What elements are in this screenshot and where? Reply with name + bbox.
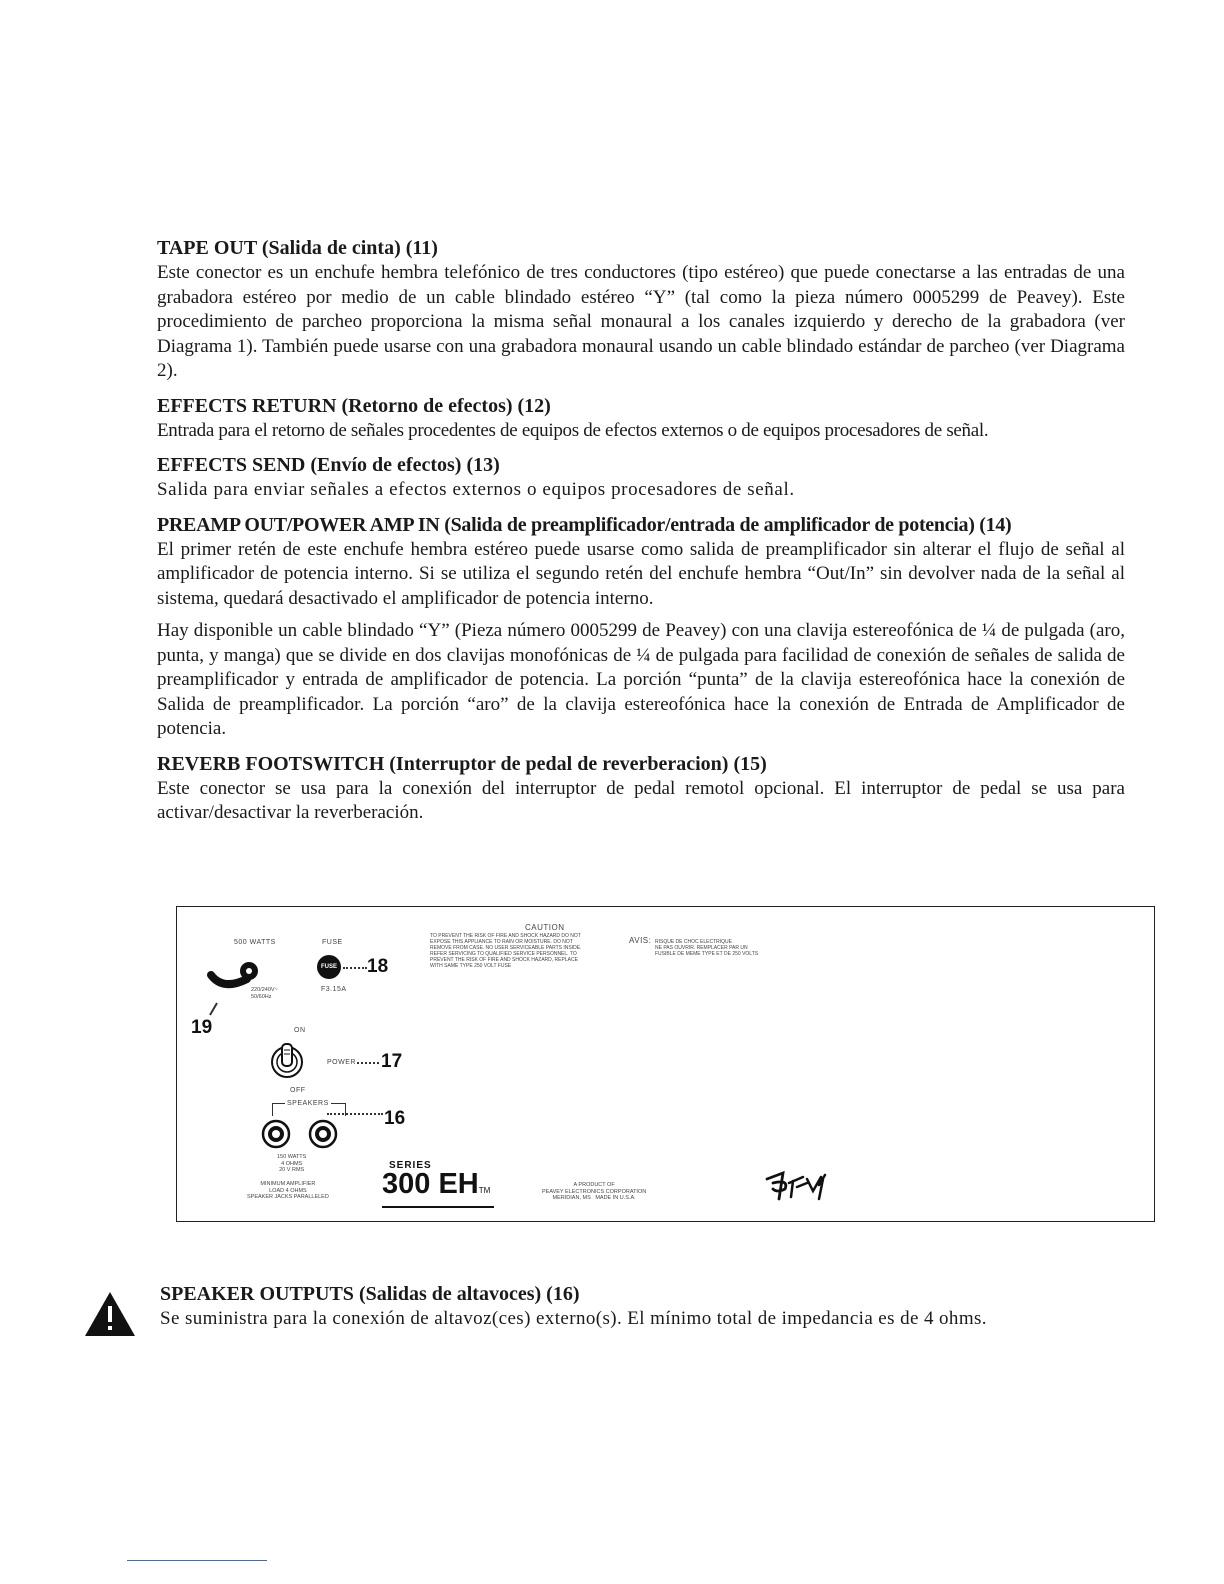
section-reverb-footswitch <box>157 752 1125 826</box>
speakers-label: SPEAKERS <box>287 1100 329 1107</box>
section-paragraph: Hay disponible un cable blindado “Y” (Pieza número 0005299 de Peavey) con una clavija estereofónica de ¼ de pulgada (aro, punta, y manga) que se divide en dos clavijas monofónicas de ¼ de pulgada para facilidad de conexión de señales de salida de preamplificador y entrada de amplificador de potencia. La porción “punta” de la clavija estereofónica hace la conexión de Salida de preamplificador. La porción “aro” de la clavija estereofónica hace la conexión de Entrada de Amplificador de potencia. <box>157 620 1125 739</box>
callout-19: 19 <box>191 1017 213 1038</box>
warning-triangle-icon <box>83 1290 137 1338</box>
power-cord-icon <box>201 949 271 1019</box>
section-title: REVERB FOOTSWITCH <box>157 752 385 775</box>
speaker-jack-icon[interactable] <box>308 1119 338 1149</box>
peavey-logo-icon <box>763 1169 833 1203</box>
section-title: EFFECTS SEND <box>157 454 306 476</box>
section-paragraph: Este conector es un enchufe hembra telefónico de tres conductores (tipo estéreo) que puede conectarse a las entradas de una grabadora estéreo por medio de un cable blindado estéreo “Y” (tal como la pieza número 0005299 de Peavey). Este procedimiento de parcheo proporciona la misma señal monaural a los canales izquierdo y derecho de la grabadora (ver Diagrama 1). También puede usarse con una grabadora monaural usando un cable blindado estándar de parcheo (ver Diagrama 2). <box>157 262 1125 381</box>
section-paragraph: Este conector se usa para la conexión del interruptor de pedal remotol opcional. El interruptor de pedal se usa para activar/desactivar la reverberación. <box>157 777 1125 823</box>
power-switch-icon[interactable] <box>269 1040 305 1080</box>
model-name <box>382 1169 494 1208</box>
manual-content <box>157 236 1125 836</box>
section-subtitle: (Salida de preamplificador/entrada de amplificador de potencia) (14) <box>444 513 1012 536</box>
section-heading <box>157 752 1125 777</box>
section-subtitle: (Envío de efectos) (13) <box>310 454 500 476</box>
manufacturer-info: A PRODUCT OF PEAVEY ELECTRONICS CORPORATION MERIDIAN, MS MADE IN U.S.A. <box>542 1182 647 1201</box>
switch-off-label: OFF <box>290 1087 306 1094</box>
section-heading <box>157 236 1125 261</box>
fuse-label: FUSE <box>322 939 343 946</box>
speaker-specs: 150 WATTS 4 OHMS 20 V RMS <box>277 1154 307 1173</box>
section-paragraph: Entrada para el retorno de señales procedentes de equipos de efectos externos o de equipos procesadores de señal. <box>157 419 989 441</box>
switch-on-label: ON <box>294 1027 306 1034</box>
avis-text: RISQUE DE CHOC ELECTRIQUE NE PAS OUVRIR. REMPLACER PAR UN FUSIBLE DE MEME TYPE ET DE 250 VOLTS <box>655 939 759 957</box>
callout-line <box>357 1062 379 1064</box>
section-paragraph: Salida para enviar señales a efectos externos o equipos procesadores de señal. <box>157 479 795 500</box>
caution-text: TO PREVENT THE RISK OF FIRE AND SHOCK HAZARD DO NOT EXPOSE THIS APPLIANCE TO RAIN OR MOISTURE. DO NOT REMOVE FROM CASE. NO USER SERVICEABLE PARTS INSIDE. REFER SERVICING TO QUALIFIED SERVICE PERSONNEL. TO PREVENT THE RISK OF FIRE AND SHOCK HAZARD, REPLACE WITH SAME TYPE 250 VOLT FUSE <box>430 933 582 969</box>
section-subtitle: (Interruptor de pedal de reverberacion) (15) <box>389 752 767 775</box>
section-effects-return <box>157 394 1125 444</box>
callout-18: 18 <box>367 956 389 977</box>
section-heading <box>157 394 1125 419</box>
fuse-holder-icon[interactable]: FUSE <box>317 955 341 979</box>
section-tape-out <box>157 236 1125 384</box>
section-title: TAPE OUT <box>157 237 257 259</box>
minimum-load-label: MINIMUM AMPLIFIER LOAD 4 OHMS SPEAKER JACKS PARALLELED <box>247 1181 329 1200</box>
avis-title: AVIS: <box>629 936 652 945</box>
callout-line <box>343 967 367 969</box>
section-subtitle: (Salidas de altavoces) (16) <box>358 1283 580 1305</box>
trademark: TM <box>478 1186 491 1195</box>
section-heading <box>157 453 1125 478</box>
model-text: 300 EH <box>382 1168 479 1200</box>
callout-17: 17 <box>381 1051 403 1072</box>
section-effects-send <box>157 453 1125 503</box>
page-footer-line <box>127 1560 267 1561</box>
section-title: PREAMP OUT/POWER AMP IN <box>157 513 440 536</box>
caution-title: CAUTION <box>525 923 565 932</box>
section-title: SPEAKER OUTPUTS <box>160 1283 354 1305</box>
series-label: SERIES <box>389 1160 432 1171</box>
section-speaker-outputs <box>160 1282 1120 1332</box>
section-subtitle: (Salida de cinta) (11) <box>261 237 438 259</box>
section-subtitle: (Retorno de efectos) (12) <box>341 394 551 417</box>
section-title: EFFECTS RETURN <box>157 394 337 417</box>
section-heading <box>160 1282 1120 1307</box>
section-heading <box>157 513 1125 538</box>
voltage-label: 220/240V~ 50/60Hz <box>251 987 278 1000</box>
callout-line <box>327 1113 383 1115</box>
rear-panel-diagram <box>176 906 1155 1222</box>
section-paragraph: Se suministra para la conexión de altavoz(ces) externo(s). El mínimo total de impedancia es de 4 ohms. <box>160 1308 987 1329</box>
speaker-jack-icon[interactable] <box>261 1119 291 1149</box>
watts-label: 500 WATTS <box>234 939 276 946</box>
fuse-rating: F3.15A <box>321 986 347 993</box>
callout-16: 16 <box>384 1108 406 1129</box>
power-label: POWER <box>327 1059 356 1066</box>
section-paragraph: El primer retén de este enchufe hembra estéreo puede usarse como salida de preamplificador sin alterar el flujo de señal al amplificador de potencia interno. Si se utiliza el segundo retén del enchufe hembra “Out/In” sin devolver nada de la señal al sistema, quedará desactivado el amplificador de potencia interno. <box>157 538 1125 609</box>
section-preamp-out <box>157 513 1125 742</box>
